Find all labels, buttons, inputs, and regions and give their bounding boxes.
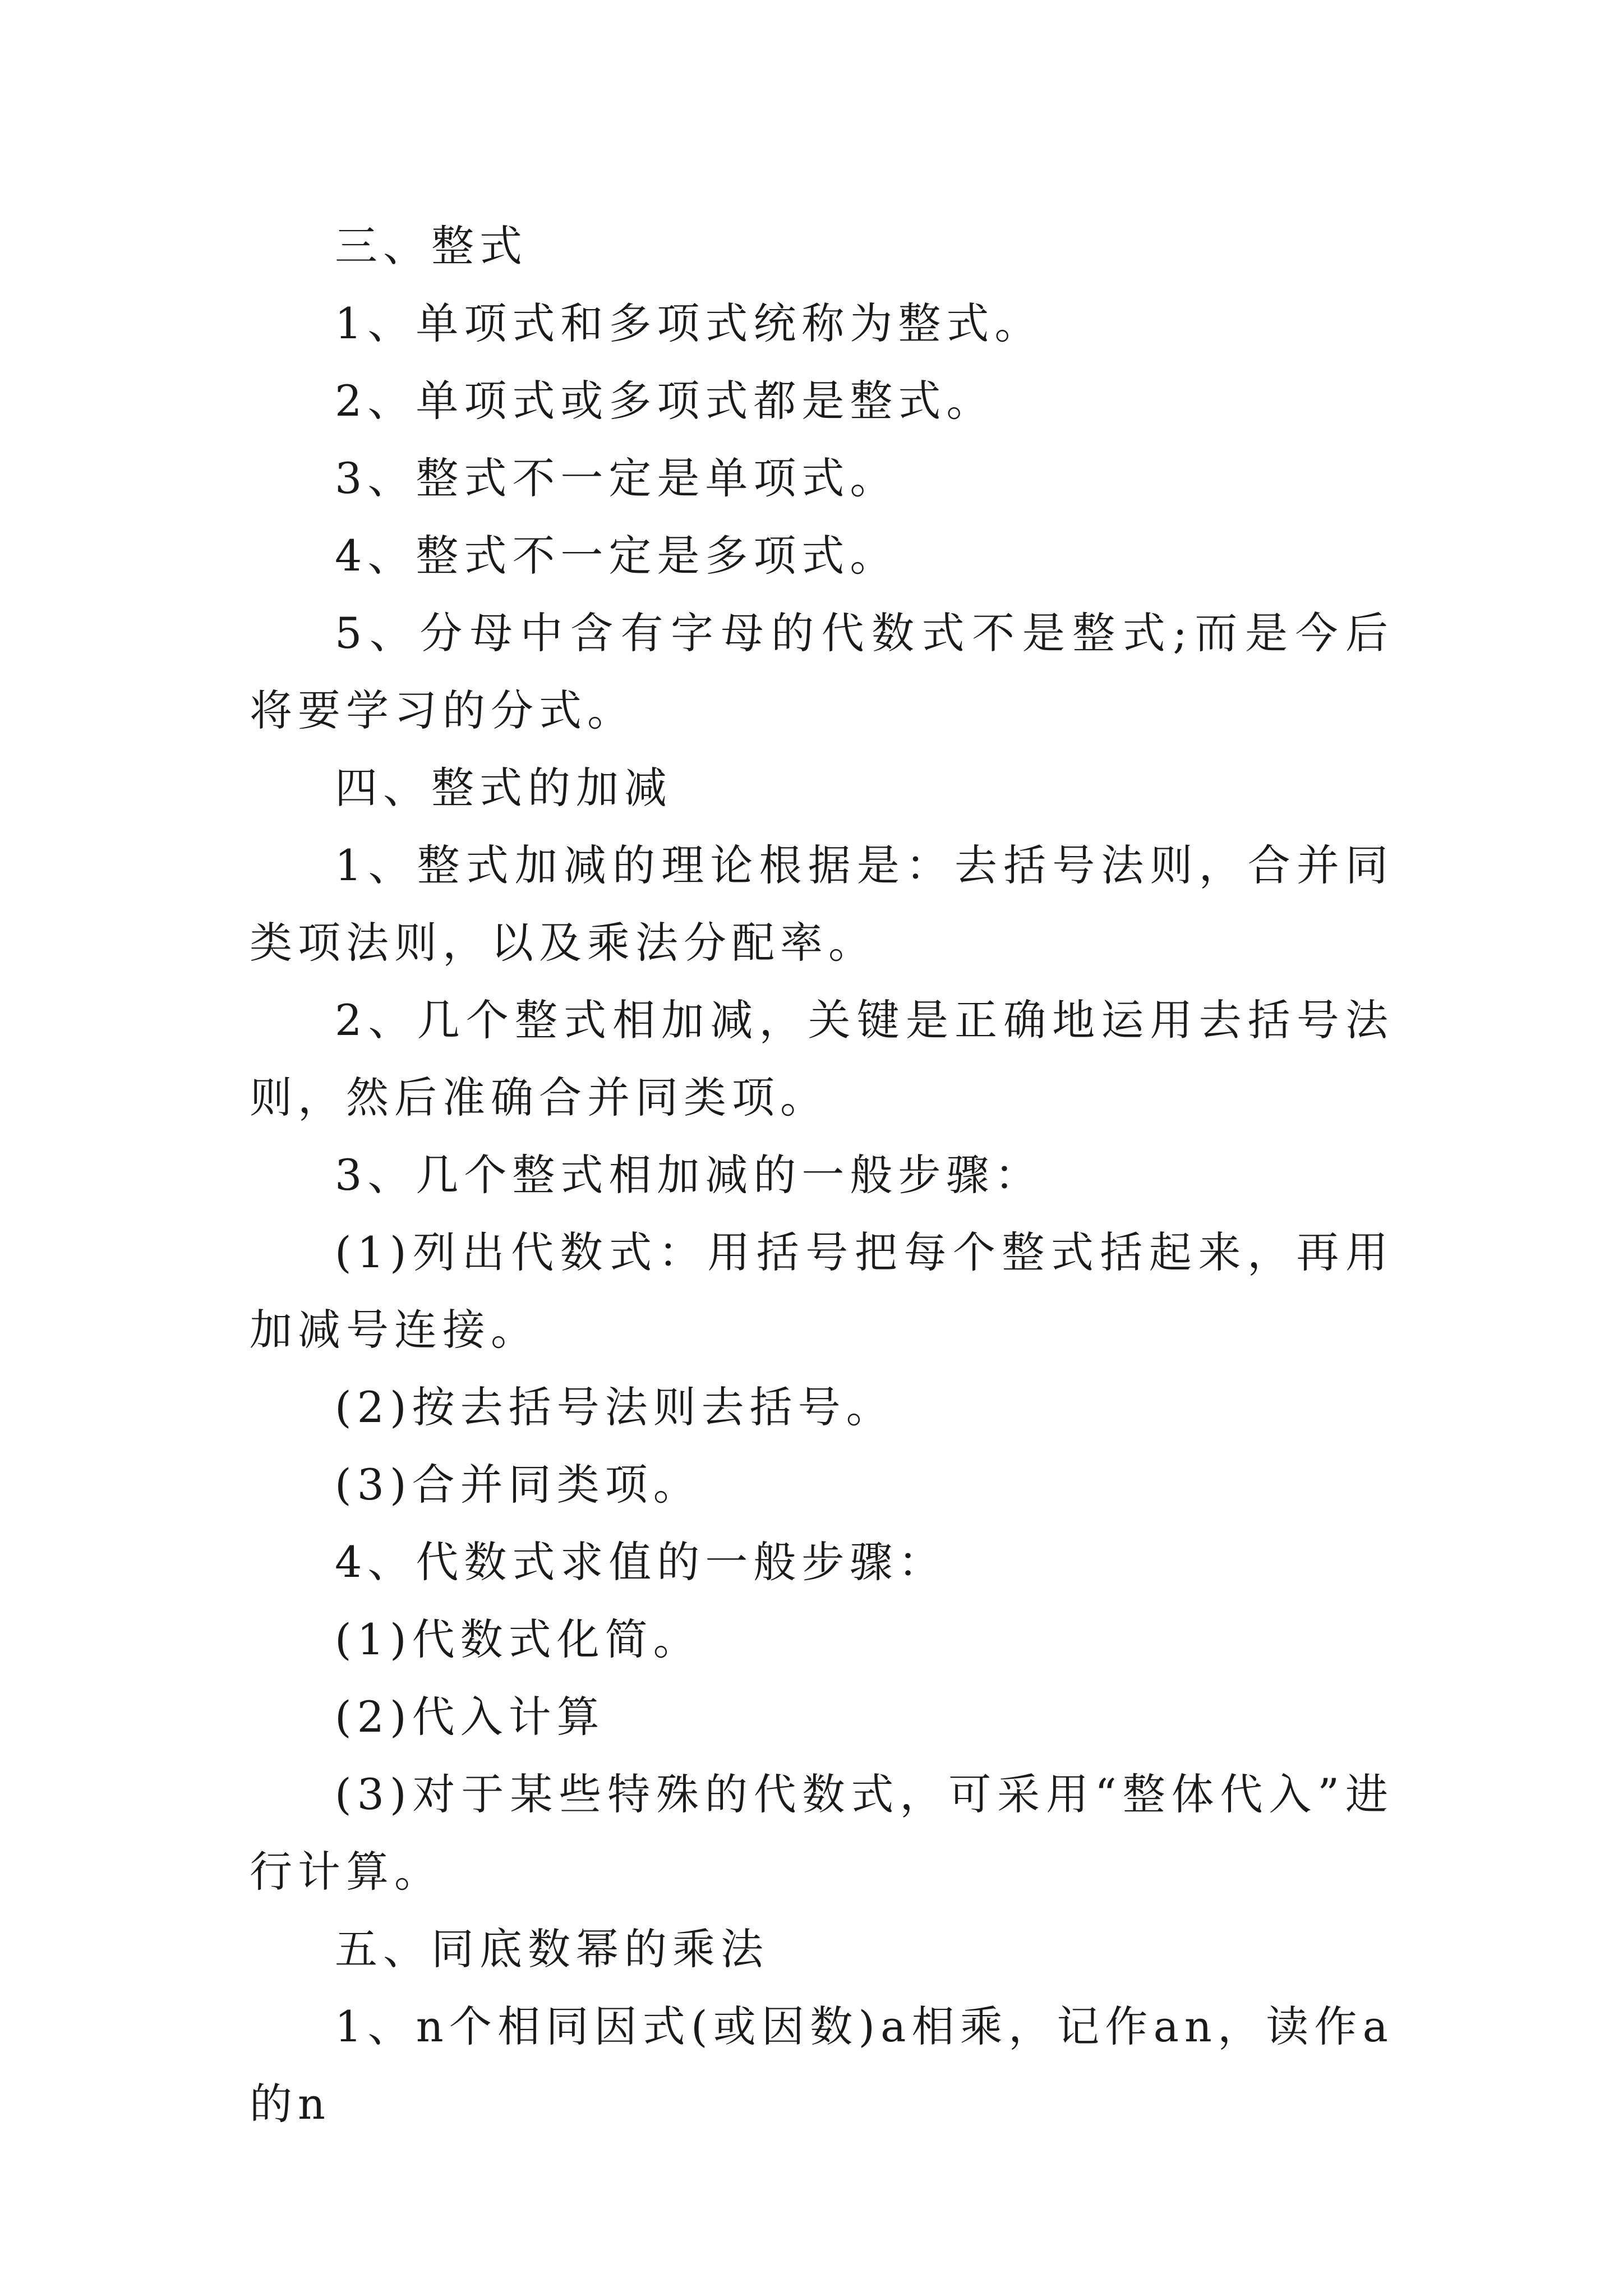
paragraph: 1、单项式和多项式统称为整式。 — [335, 298, 1043, 348]
list-item: (3)合并同类项。 — [335, 1460, 702, 1510]
document-body — [250, 208, 1394, 2143]
paragraph: 3、几个整式相加减的一般步骤： — [335, 1150, 1043, 1200]
list-item: (3)对于某些特殊的代数式，可采用“整体代入”进行计算。 — [250, 1769, 1394, 1897]
list-item: (1)代数式化简。 — [335, 1614, 702, 1664]
paragraph: 5、分母中含有字母的代数式不是整式;而是今后将要学习的分式。 — [250, 608, 1394, 735]
paragraph: 2、单项式或多项式都是整式。 — [335, 376, 995, 426]
paragraph: 3、整式不一定是单项式。 — [335, 453, 898, 503]
list-item: (1)列出代数式：用括号把每个整式括起来，再用加减号连接。 — [250, 1227, 1394, 1355]
heading-section-4: 四、整式的加减 — [335, 763, 672, 813]
heading-section-3: 三、整式 — [335, 221, 528, 271]
paragraph: 1、整式加减的理论根据是：去括号法则，合并同类项法则，以及乘法分配率。 — [250, 840, 1394, 968]
list-item: (2)代入计算 — [335, 1692, 605, 1742]
paragraph: 4、代数式求值的一般步骤： — [335, 1537, 947, 1587]
heading-section-5: 五、同底数幂的乘法 — [335, 1924, 769, 1974]
list-item: (2)按去括号法则去括号。 — [335, 1382, 895, 1432]
paragraph: 2、几个整式相加减，关键是正确地运用去括号法则，然后准确合并同类项。 — [250, 995, 1394, 1122]
paragraph: 4、整式不一定是多项式。 — [335, 531, 898, 581]
paragraph: 1、n个相同因式(或因数)a相乘，记作an，读作a的n — [250, 2001, 1394, 2129]
